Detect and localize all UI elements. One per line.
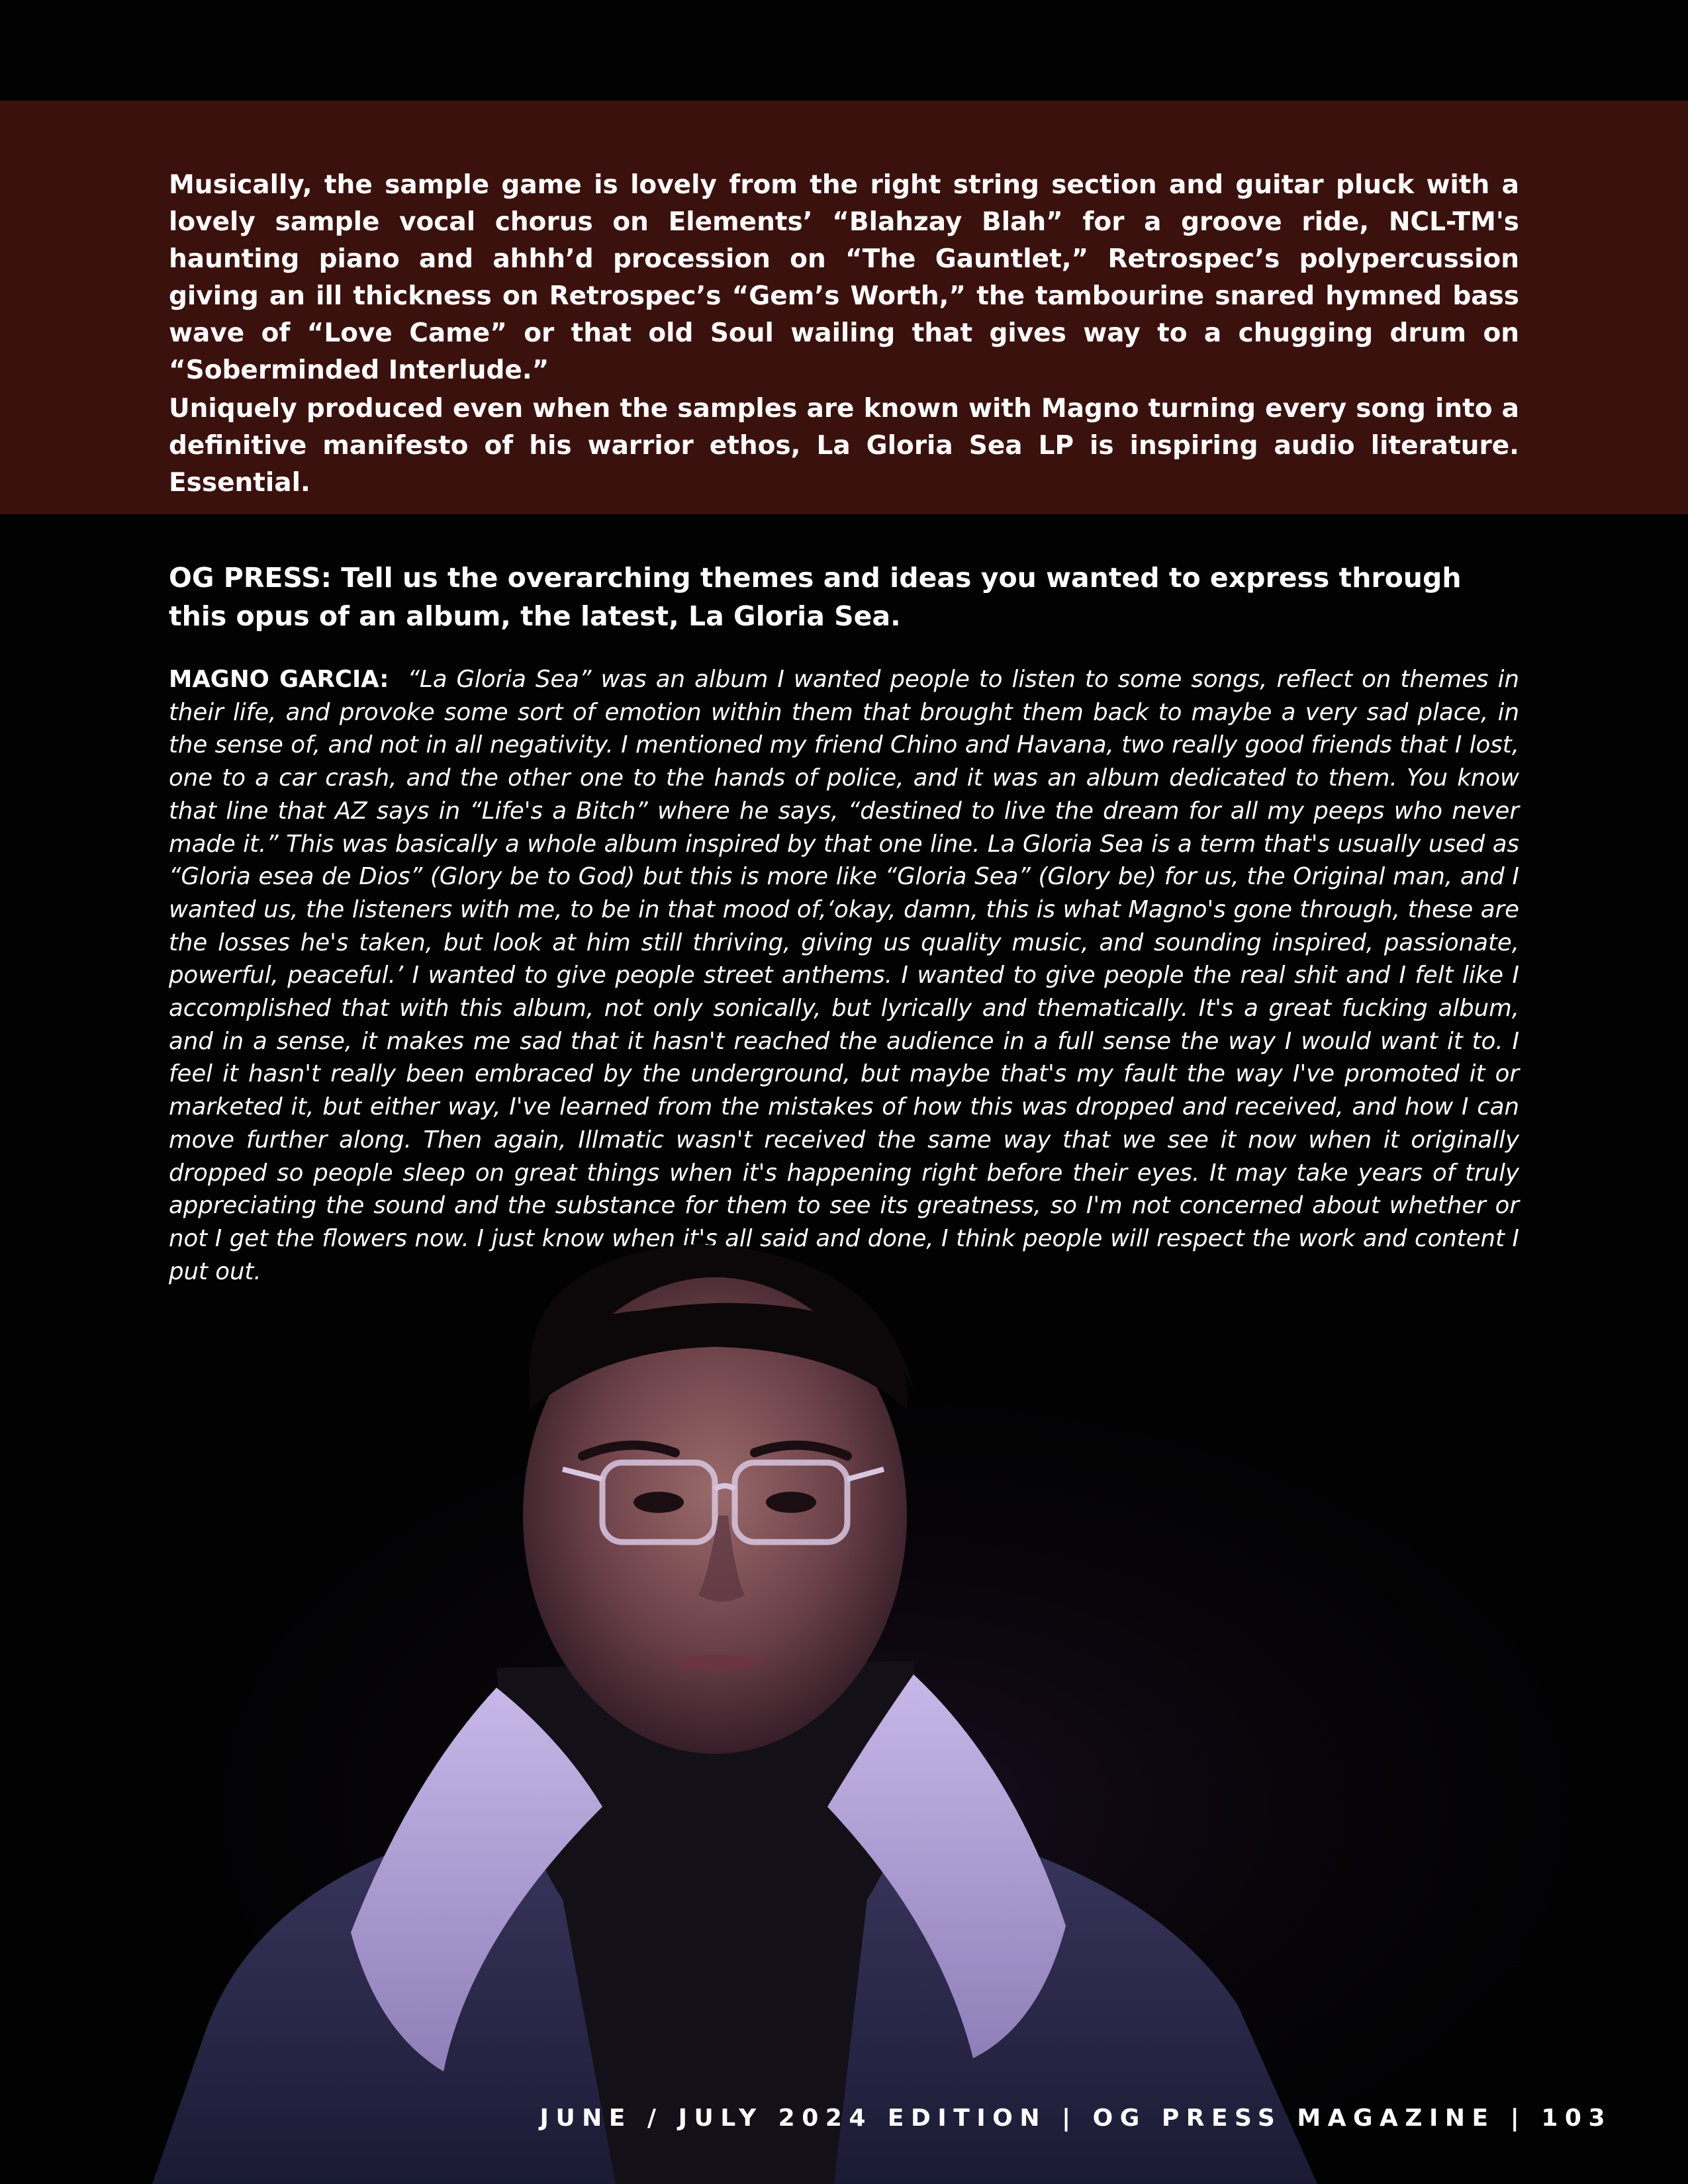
artist-portrait-photo: [99, 1238, 1688, 2184]
page-footer: JUNE / JULY 2024 EDITION | OG PRESS MAGAZINE | 103: [539, 2105, 1612, 2132]
review-paragraph-2: Uniquely produced even when the samples are known with Magno turning every song into a definitive manifesto of his warrior ethos, La Gloria Sea LP is inspiring audio literature. Essential.: [169, 394, 1519, 498]
review-paragraph-1: Musically, the sample game is lovely from the right string section and guitar pluck with a lovely sample vocal chorus on Elements’ “Blahzay Blah” for a groove ride, NCL-TM's haunting piano and ahhh’d procession on “The Gauntlet,” Retrospec’s polypercussion giving an ill thickness on Retrospec’s “Gem’s Worth,” the tambourine snared hymned bass wave of “Love Came” or that old Soul wailing that gives way to a chugging drum on “Soberminded Interlude.”: [169, 170, 1519, 385]
interview-question: OG PRESS: Tell us the overarching themes and ideas you wanted to express through this opus of an album, the latest, La Gloria Sea.: [169, 562, 1462, 632]
interview-answer: [169, 663, 1519, 1288]
answer-speaker-label: MAGNO GARCIA:: [169, 666, 389, 693]
answer-body: “La Gloria Sea” was an album I wanted people to listen to some songs, reflect on themes in their life, and provoke some sort of emotion within them that brought them back to maybe a very sad place, in the sense of, and not in all negativity. I mentioned my friend Chino and Havana, two really good friends that I lost, one to a car crash, and the other one to the hands of police, and it was an album dedicated to them. You know that line that AZ says in “Life's a Bitch” where he says, “destined to live the dream for all my peeps who never made it.” This was basically a whole album inspired by that one line. La Gloria Sea is a term that's usually used as “Gloria esea de Dios” (Glory be to God) but this is more like “Gloria Sea” (Glory be) for us, the Original man, and I wanted us, the listeners with me, to be in that mood of,‘okay, damn, this is what Magno's gone through, these are the losses he's taken, but look at him still thriving, giving us quality music, and sounding inspired, passionate, powerful, peaceful.’ I wanted to give people street anthems. I wanted to give people the real shit and I felt like I accomplished that with this album, not only sonically, but lyrically and thematically. It's a great fucking album, and in a sense, it makes me sad that it hasn't reached the audience in a full sense the way I would want it to. I feel it hasn't really been embraced by the underground, but maybe that's my fault the way I've promoted it or marketed it, but either way, I've learned from the mistakes of how this was dropped and received, and how I can move further along. Then again, Illmatic wasn't received the same way that we see it now when it originally dropped so people sleep on great things when it's happening right before their eyes. It may take years of truly appreciating the sound and the substance for them to see its greatness, so I'm not concerned about whether or: [169, 666, 1519, 1220]
